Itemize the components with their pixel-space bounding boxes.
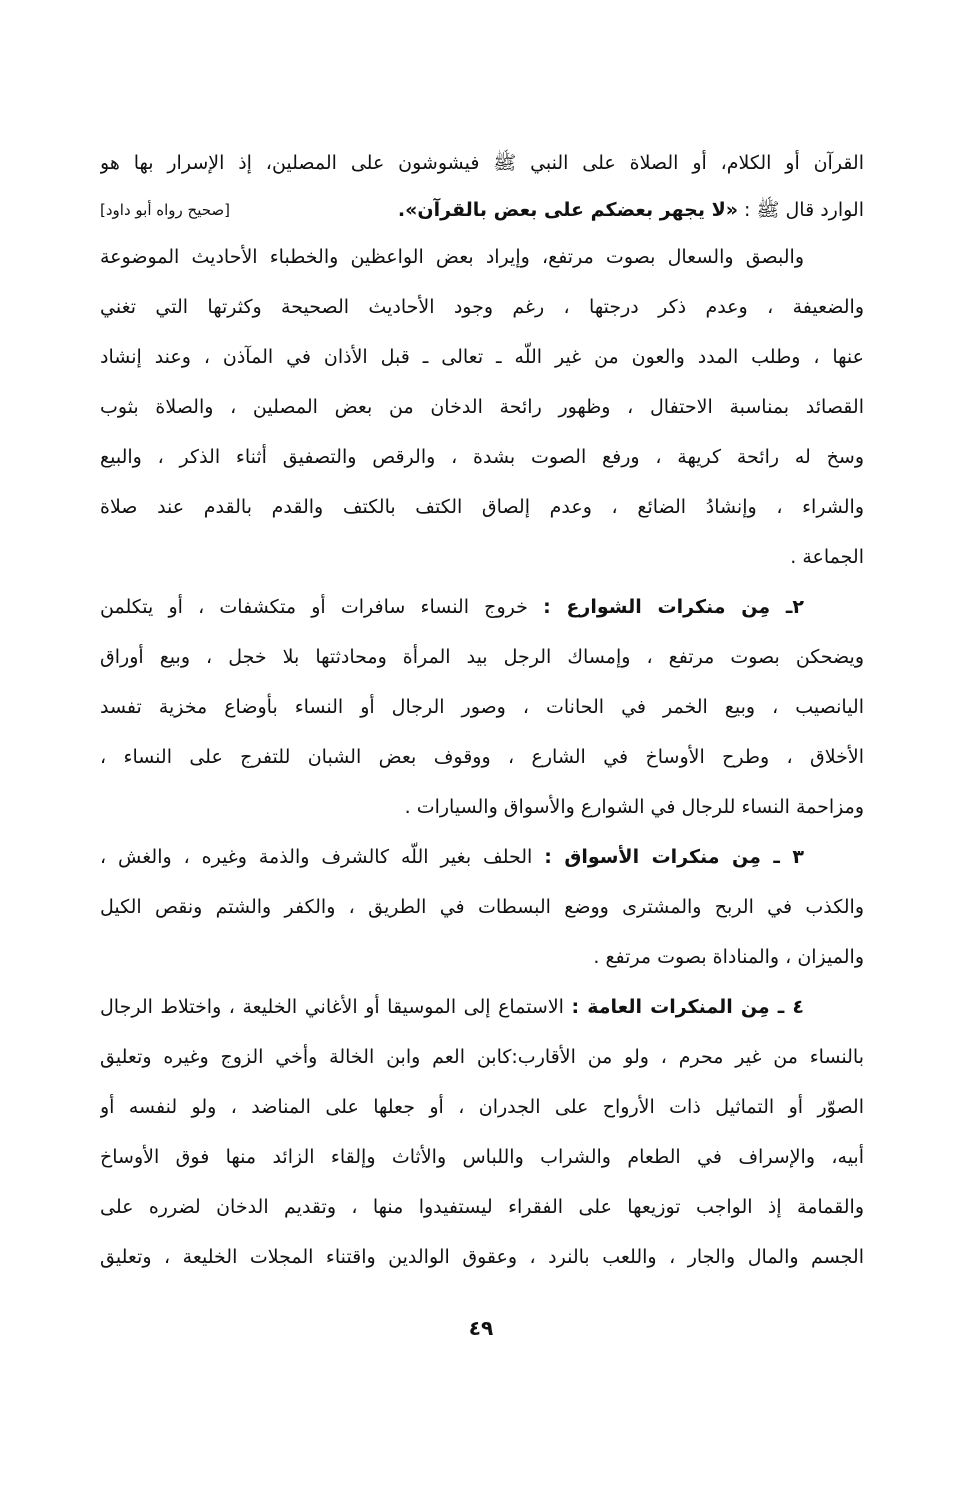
text-line: الجسم والمال والجار ، واللعب بالنرد ، وعقوق الوالدين واقتناء المجلات الخليعة ، وتعليق (100, 1246, 864, 1268)
text-line: ومزاحمة النساء للرجال في الشوارع والأسواق والسيارات . (404, 796, 864, 818)
text-line: عنها ، وطلب المدد والعون من غير اللّه ـ تعالى ـ قبل الأذان في المآذن ، وعند إنشاد (100, 346, 864, 368)
text-line: والبصق والسعال بصوت مرتفع، وإيراد بعض الواعظين والخطباء الأحاديث الموضوعة (100, 246, 804, 268)
text-line: الصوّر أو التماثيل ذات الأرواح على الجدران ، أو جعلها على المناضد ، ولو لنفسه أو (100, 1096, 864, 1118)
text-line: والميزان ، والمناداة بصوت مرتفع . (593, 946, 864, 968)
text-line: والقمامة إذ الواجب توزيعها على الفقراء ليستفيدوا منها ، وتقديم الدخان لضرره على (100, 1196, 864, 1218)
hadith-lead: الوارد قال ﷺ : (744, 199, 864, 221)
hadith-text (398, 188, 864, 232)
heading-markets: ٣ ـ مِن منكرات الأسواق : (544, 846, 805, 868)
text-line: ويضحكن بصوت مرتفع ، وإمساك الرجل بيد المرأة ومحادثتها بلا خجل ، وبيع أوراق (100, 646, 864, 668)
text-line: القرآن أو الكلام، أو الصلاة على النبي ﷺ فيشوشون على المصلين، إذ الإسرار بها هو (100, 152, 864, 174)
text-line: القصائد بمناسبة الاحتفال ، وظهور رائحة الدخان من بعض المصلين ، والصلاة بثوب (100, 396, 864, 418)
hadith-reference: [صحيح رواه أبو داود] (100, 201, 231, 219)
page-body (100, 138, 864, 1282)
heading-general: ٤ ـ مِن المنكرات العامة : (571, 996, 805, 1018)
text-line: وسخ له رائحة كريهة ، ورفع الصوت بشدة ، والرقص والتصفيق أثناء الذكر ، والبيع (100, 446, 864, 468)
text-line: والضعيفة ، وعدم ذكر درجتها ، رغم وجود الأحاديث الصحيحة وكثرتها التي تغني (100, 296, 864, 318)
markets-paragraph-start (100, 832, 864, 882)
text-line: اليانصيب ، وبيع الخمر في الحانات ، وصور الرجال أو النساء بأوضاع مخزية تفسد (100, 696, 864, 718)
text-line: الاستماع إلى الموسيقا أو الأغاني الخليعة ، واختلاط الرجال (100, 996, 564, 1018)
text-line: والشراء ، وإنشادُ الضائع ، وعدم إلصاق الكتف بالكتف والقدم بالقدم عند صلاة (100, 496, 864, 518)
general-paragraph-start (100, 982, 864, 1032)
text-line: بالنساء من غير محرم ، ولو من الأقارب:كابن العم وابن الخالة وأخي الزوج وغيره وتعليق (100, 1046, 864, 1068)
streets-paragraph-start (100, 582, 864, 632)
text-line: الجماعة . (790, 546, 864, 568)
page-number: ٤٩ (468, 1316, 494, 1340)
text-line: الحلف بغير اللّه كالشرف والذمة وغيره ، والغش ، (100, 846, 533, 868)
text-line: الأخلاق ، وطرح الأوساخ في الشارع ، ووقوف بعض الشبان للتفرج على النساء ، (100, 746, 864, 768)
hadith-quote: «لا يجهر بعضكم على بعض بالقرآن». (397, 199, 738, 221)
text-line: والكذب في الربح والمشترى ووضع البسطات في الطريق ، والكفر والشتم ونقص الكيل (100, 896, 864, 918)
heading-streets: ٢ـ مِن منكرات الشوارع : (543, 596, 805, 618)
text-line: أبيه، والإسراف في الطعام والشراب واللباس والأثاث وإلقاء الزائد منها فوق الأوساخ (100, 1146, 864, 1168)
hadith-line (100, 188, 864, 232)
text-line: خروج النساء سافرات أو متكشفات ، أو يتكلمن (100, 596, 528, 618)
